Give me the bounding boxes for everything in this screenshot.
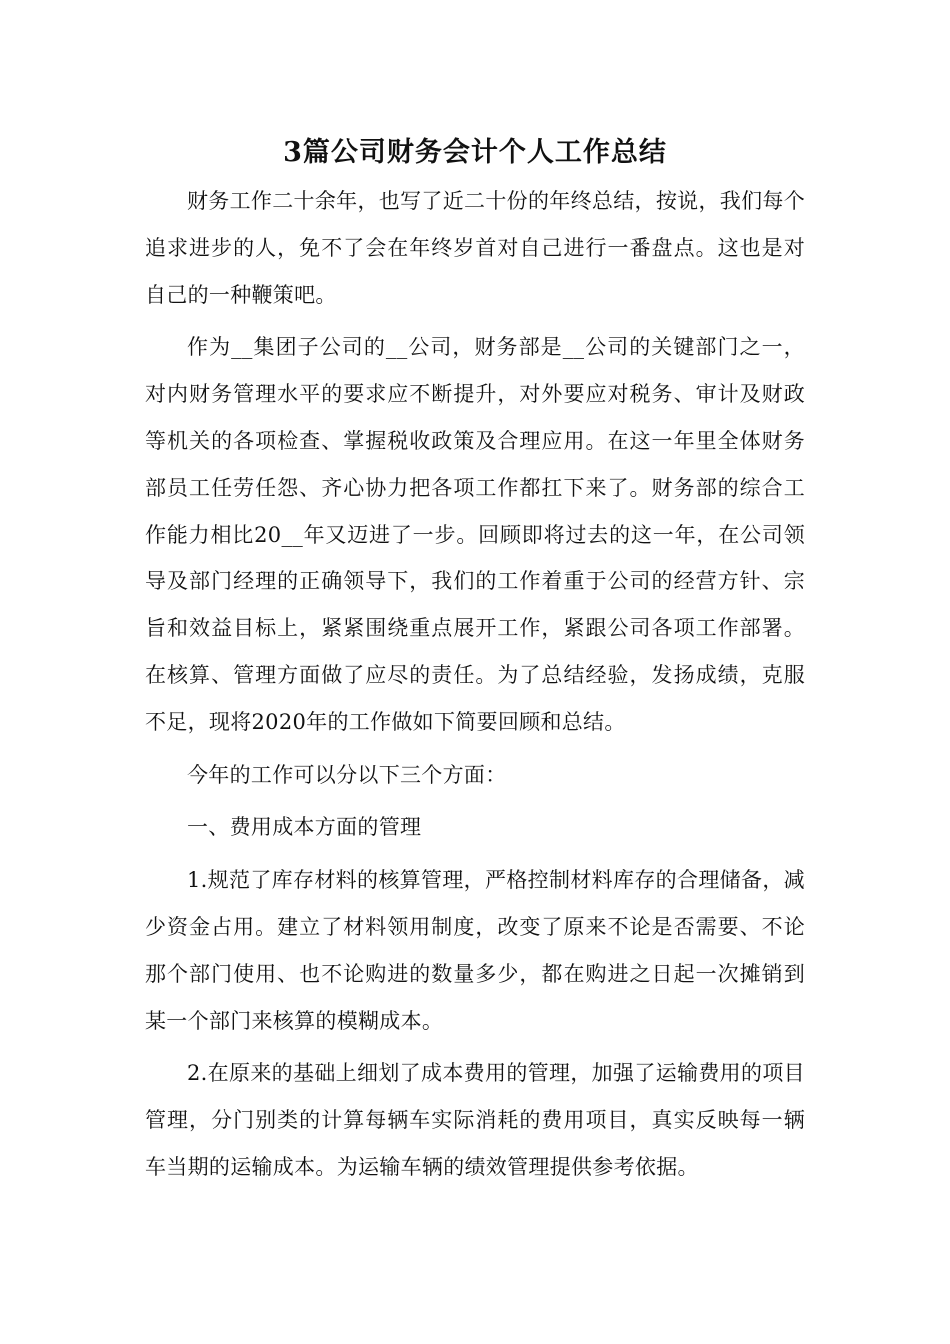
paragraph-intro: 财务工作二十余年，也写了近二十份的年终总结，按说，我们每个追求进步的人，免不了会在年终岁首对自己进行一番盘点。这也是对自己的一种鞭策吧。 bbox=[145, 189, 805, 307]
document-body bbox=[145, 128, 805, 1191]
document-title: 3篇公司财务会计个人工作总结 bbox=[283, 137, 667, 168]
paragraph-three-aspects: 今年的工作可以分以下三个方面： bbox=[187, 762, 507, 787]
section-heading-cost-management: 一、费用成本方面的管理 bbox=[187, 815, 422, 840]
paragraph-item-2: 2.在原来的基础上细划了成本费用的管理，加强了运输费用的项目管理，分门别类的计算每辆车实际消耗的费用项目，真实反映每一辆车当期的运输成本。为运输车辆的绩效管理提供参考依据。 bbox=[145, 1061, 805, 1179]
paragraph-item-1: 1.规范了库存材料的核算管理，严格控制材料库存的合理储备，减少资金占用。建立了材料领用制度，改变了原来不论是否需要、不论那个部门使用、也不论购进的数量多少，都在购进之日起一次摊销到某一个部门来核算的模糊成本。 bbox=[145, 868, 805, 1033]
paragraph-overview: 作为__集团子公司的__公司，财务部是__公司的关键部门之一，对内财务管理水平的要求应不断提升，对外要应对税务、审计及财政等机关的各项检查、掌握税收政策及合理应用。在这一年里全体财务部员工任劳任怨、齐心协力把各项工作都扛下来了。财务部的综合工作能力相比20__年又迈进了一步。回顾即将过去的这一年，在公司领导及部门经理的正确领导下，我们的工作着重于公司的经营方针、宗旨和效益目标上，紧紧围绕重点展开工作，紧跟公司各项工作部署。在核算、管理方面做了应尽的责任。为了总结经验，发扬成绩，克服不足，现将2020年的工作做如下简要回顾和总结。 bbox=[145, 335, 805, 734]
